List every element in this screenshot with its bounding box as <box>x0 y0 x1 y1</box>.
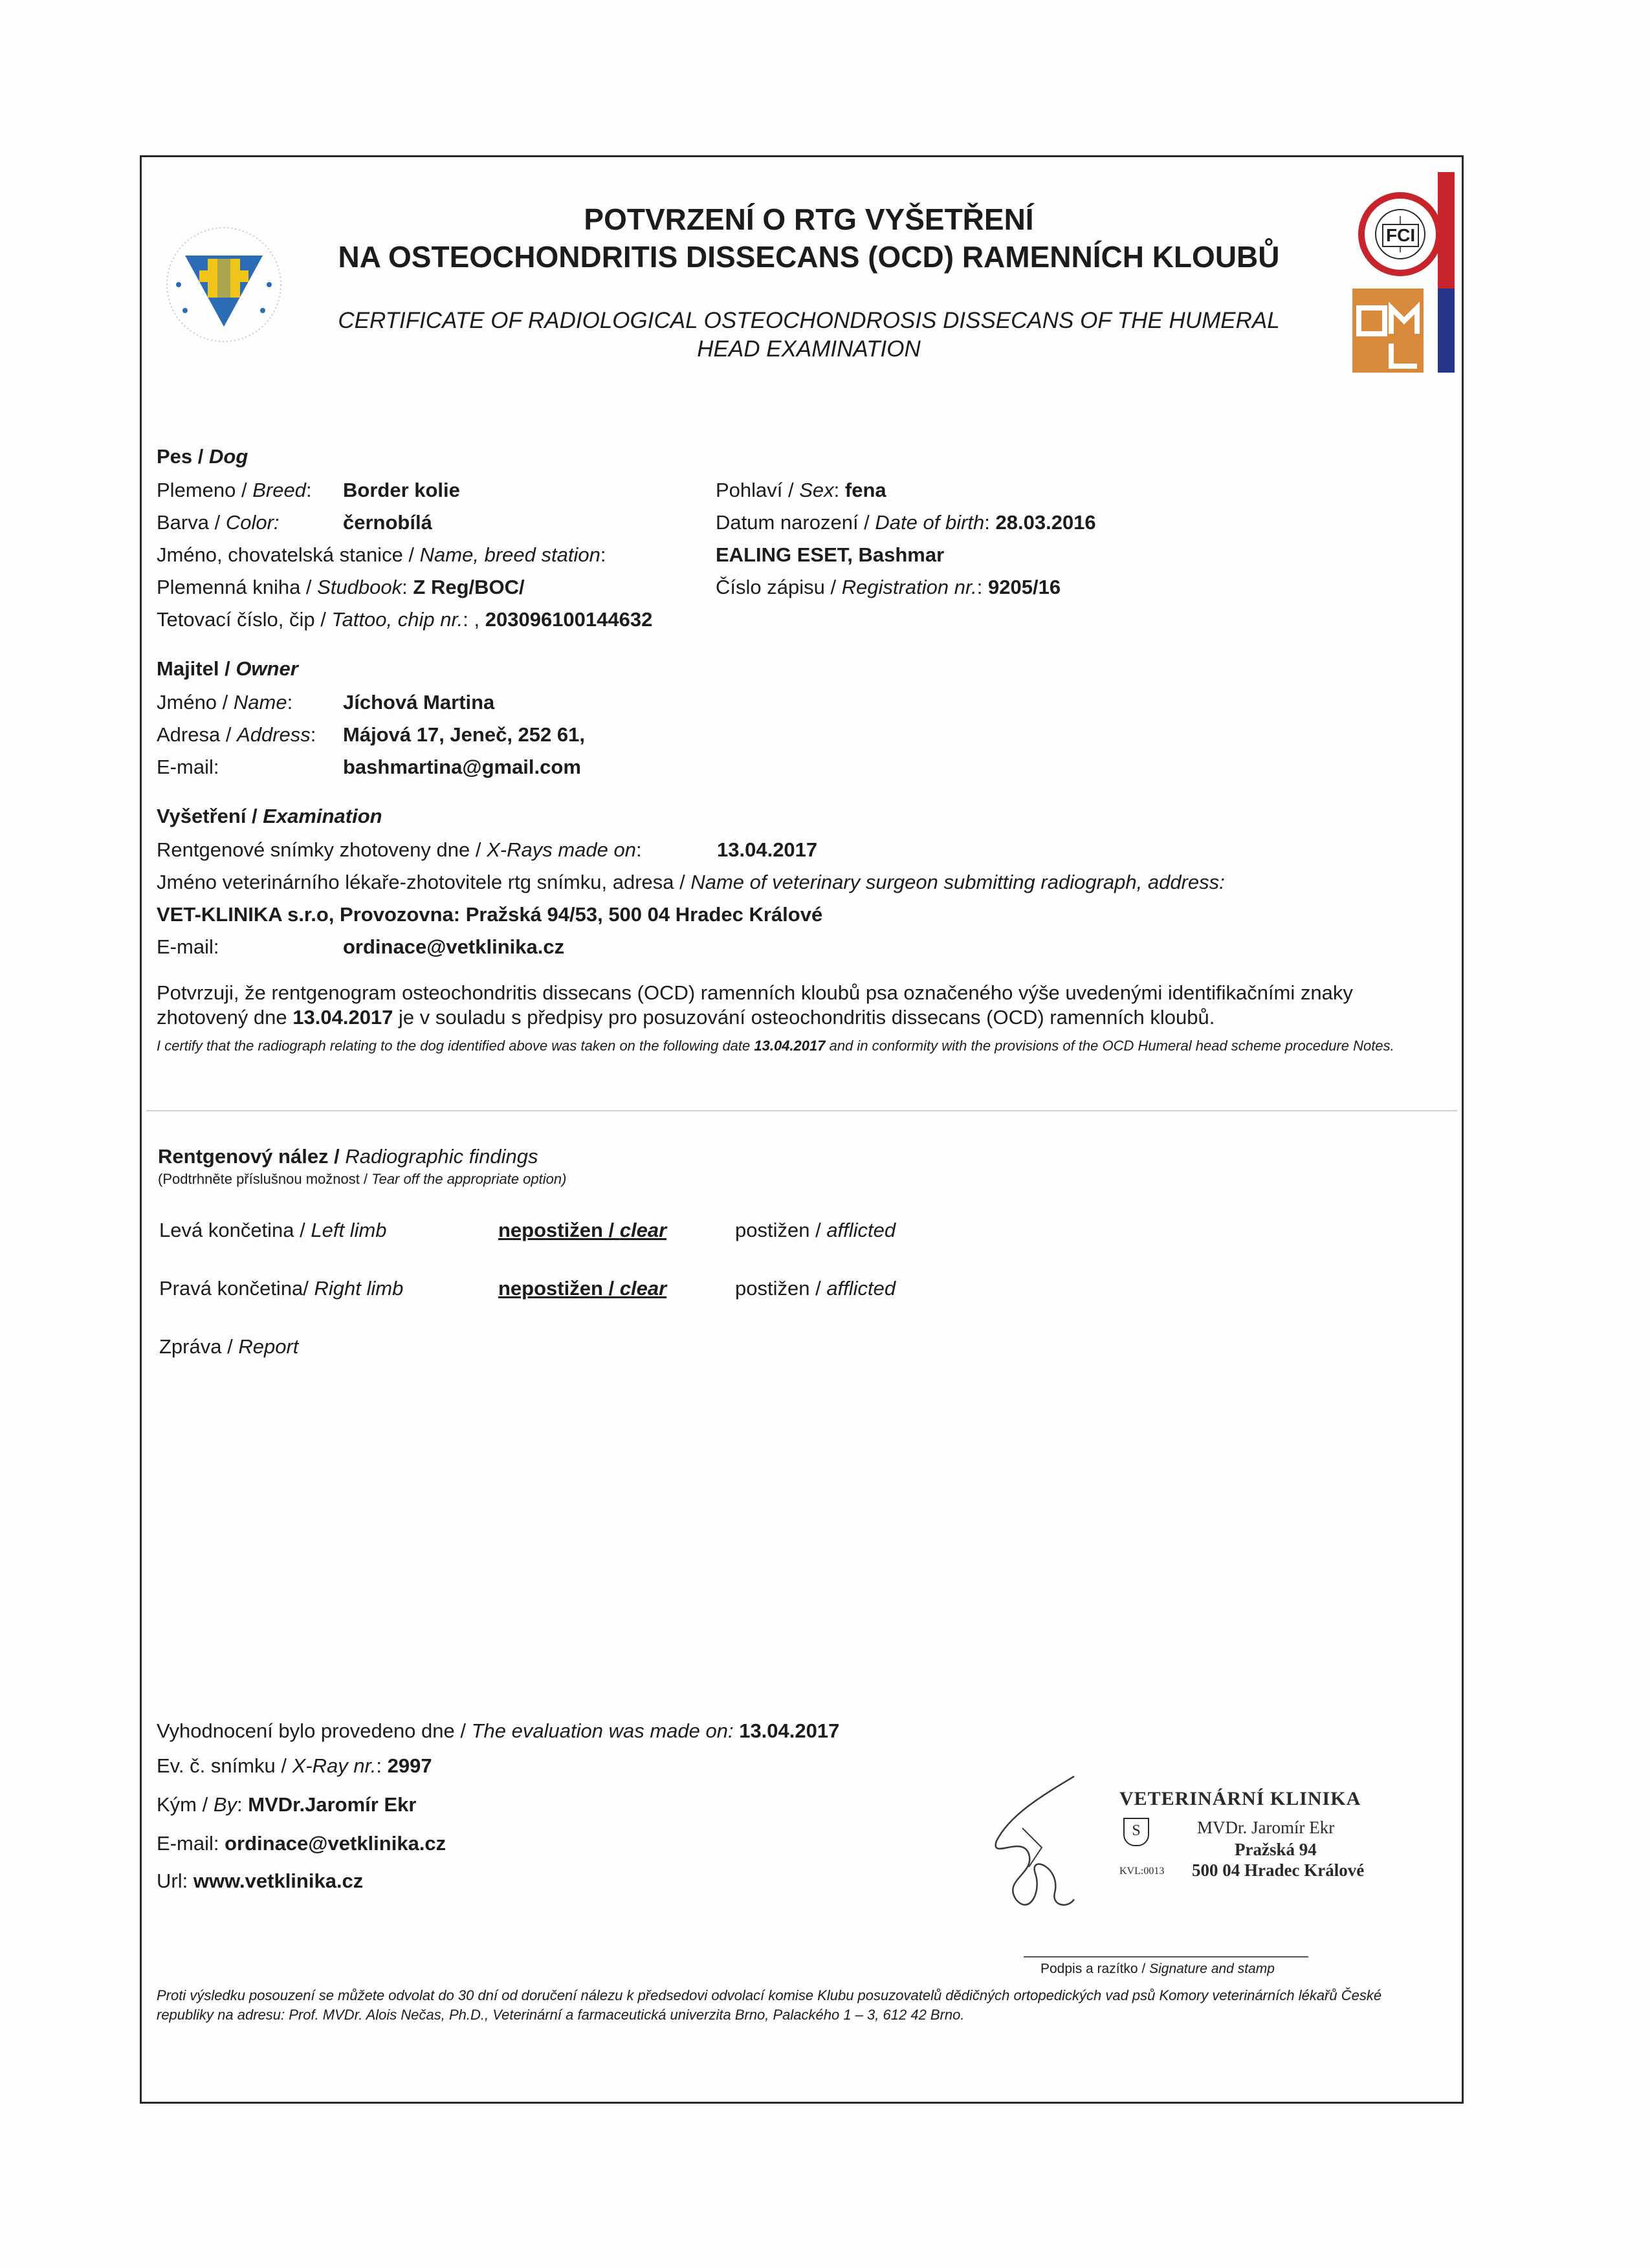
veterinary-chamber-logo-icon <box>159 220 289 349</box>
studbook-row: Plemenná kniha / Studbook: Z Reg/BOC/ <box>157 576 525 598</box>
xray-number-value: 2997 <box>387 1754 432 1777</box>
owner-email-label: E-mail: <box>157 756 219 778</box>
evaluator-email-value: ordinace@vetklinika.cz <box>225 1832 446 1855</box>
studbook-value: Z Reg/BOC/ <box>413 576 525 598</box>
name-station-label: Jméno, chovatelská stanice / Name, breed station: <box>157 543 606 566</box>
owner-name-label: Jméno / Name: <box>157 691 293 714</box>
right-limb-afflicted-option[interactable]: postižen / afflicted <box>735 1277 896 1300</box>
fci-logo-text: FCI <box>1382 224 1419 247</box>
evaluator-email-row: E-mail: ordinace@vetklinika.cz <box>157 1832 446 1855</box>
dob-value: 28.03.2016 <box>995 511 1096 534</box>
evaluator-url-row: Url: www.vetklinika.cz <box>157 1870 364 1892</box>
dob-row: Datum narození / Date of birth: 28.03.2016 <box>716 511 1096 534</box>
xray-date-label: Rentgenové snímky zhotoveny dne / X-Rays made on: <box>157 838 642 861</box>
left-limb-clear-option[interactable]: nepostižen / clear <box>498 1219 667 1241</box>
evaluator-value: MVDr.Jaromír Ekr <box>248 1793 417 1816</box>
stamp-code: KVL:0013 <box>1119 1866 1165 1877</box>
stamp-line-1: VETERINÁRNÍ KLINIKA <box>1119 1788 1361 1809</box>
stamp-line-4: 500 04 Hradec Králové <box>1192 1860 1365 1880</box>
dog-section-heading: Pes / Dog <box>157 445 248 468</box>
confirmation-text: Potvrzuji, že rentgenogram osteochondritis dissecans (OCD) ramenních kloubů psa označeného výše uvedenými identifikačními znaky zhotovený dne 13.04.2017 je v souladu s předpisy pro posuzování osteochondritis dissecans (OCD) ramenních kloubů. <box>157 981 1353 1029</box>
stamp-line-2: MVDr. Jaromír Ekr <box>1197 1818 1335 1837</box>
findings-hint: (Podtrhněte příslušnou možnost / Tear off the appropriate option) <box>158 1171 567 1187</box>
section-divider <box>146 1110 1457 1111</box>
exam-section-heading: Vyšetření / Examination <box>157 805 382 827</box>
findings-heading: Rentgenový nález / Radiographic findings <box>158 1145 538 1168</box>
left-limb-afflicted-option[interactable]: postižen / afflicted <box>735 1219 896 1241</box>
owner-address-value: Májová 17, Jeneč, 252 61, <box>343 723 585 746</box>
breed-value: Border kolie <box>343 479 460 501</box>
evaluator-row: Kým / By: MVDr.Jaromír Ekr <box>157 1793 417 1816</box>
xray-date-value: 13.04.2017 <box>717 838 818 861</box>
owner-name-value: Jíchová Martina <box>343 691 495 714</box>
cmku-logo-icon <box>1352 289 1455 373</box>
stamp-line-3: Pražská 94 <box>1235 1840 1317 1859</box>
owner-section-heading: Majitel / Owner <box>157 657 298 680</box>
vet-email-value: ordinace@vetklinika.cz <box>343 935 565 958</box>
sex-value: fena <box>844 479 886 501</box>
sex-row: Pohlaví / Sex: fena <box>716 479 886 501</box>
appeal-notice: Proti výsledku posouzení se můžete odvolat do 30 dní od doručení nálezu k předsedovi odvolací komise Klubu posuzovatelů dědičných ortopedických vad psů Komory veterinárních lékařů České republiky na adresu: Prof. MVDr. Alois Nečas, Ph.D., Veterinární a farmaceutická univerzita Brno, Palackého 1 – 3, 612 42 Brno. <box>157 1987 1382 2023</box>
certification-text: I certify that the radiograph relating to the dog identified above was taken on the following date 13.04.2017 and in conformity with the provisions of the OCD Humeral head scheme procedure Notes. <box>157 1038 1394 1054</box>
xray-number-row: Ev. č. snímku / X-Ray nr.: 2997 <box>157 1754 432 1777</box>
title-line-2: NA OSTEOCHONDRITIS DISSECANS (OCD) RAMENNÍCH KLOUBŮ <box>338 240 1280 274</box>
evaluation-date-value: 13.04.2017 <box>739 1719 840 1742</box>
breed-label: Plemeno / Breed: <box>157 479 312 501</box>
subtitle: CERTIFICATE OF RADIOLOGICAL OSTEOCHONDROSIS DISSECANS OF THE HUMERAL HEAD EXAMINATION <box>338 308 1280 362</box>
tattoo-row: Tetovací číslo, čip / Tattoo, chip nr.: , 203096100144632 <box>157 608 653 631</box>
evaluator-url-value: www.vetklinika.cz <box>193 1870 364 1892</box>
signature-line <box>1024 1956 1308 1957</box>
owner-email-value: bashmartina@gmail.com <box>343 756 581 778</box>
registration-value: 9205/16 <box>988 576 1061 598</box>
color-label: Barva / Color: <box>157 511 280 534</box>
handwritten-signature-icon <box>984 1770 1087 1919</box>
dog-name-value: EALING ESET, Bashmar <box>716 543 945 566</box>
vet-email-label: E-mail: <box>157 935 219 958</box>
right-limb-label: Pravá končetina/ Right limb <box>159 1277 404 1300</box>
vet-value: VET-KLINIKA s.r.o, Provozovna: Pražská 94/53, 500 04 Hradec Králové <box>157 903 823 926</box>
right-limb-clear-option[interactable]: nepostižen / clear <box>498 1277 667 1300</box>
clinic-stamp <box>1119 1788 1417 1892</box>
evaluation-date-row: Vyhodnocení bylo provedeno dne / The evaluation was made on: 13.04.2017 <box>157 1719 840 1742</box>
tattoo-value: 203096100144632 <box>485 608 653 631</box>
fci-logo-icon <box>1354 172 1455 289</box>
title-line-1: POTVRZENÍ O RTG VYŠETŘENÍ <box>584 202 1034 236</box>
vet-label: Jméno veterinárního lékaře-zhotovitele rtg snímku, adresa / Name of veterinary surgeon submitting radiograph, address: <box>157 871 1225 893</box>
left-limb-label: Levá končetina / Left limb <box>159 1219 387 1241</box>
stamp-logo-icon: S <box>1123 1818 1149 1846</box>
registration-row: Číslo zápisu / Registration nr.: 9205/16 <box>716 576 1061 598</box>
report-label: Zpráva / Report <box>159 1335 299 1358</box>
signature-caption: Podpis a razítko / Signature and stamp <box>1040 1961 1275 1976</box>
owner-address-label: Adresa / Address: <box>157 723 316 746</box>
color-value: černobílá <box>343 511 432 534</box>
